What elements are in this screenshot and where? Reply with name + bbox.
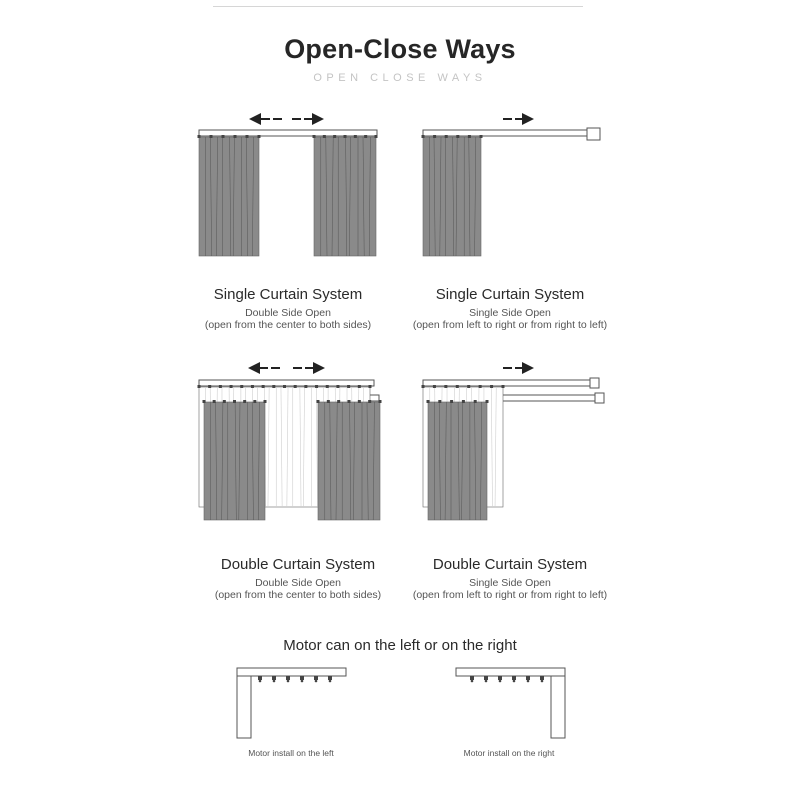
curtain-panel-right [317, 400, 382, 520]
track-rail [456, 668, 565, 676]
caption-heading: Double Curtain System [432, 556, 588, 573]
motor-right-label: Motor install on the right [463, 748, 555, 758]
motor-body [551, 676, 565, 738]
caption-mode: Double Side Open [255, 577, 341, 589]
track-end-bracket [590, 378, 599, 388]
track-end-bracket [587, 128, 600, 140]
caption-detail: (open from left to right or from right to left) [412, 319, 608, 331]
curtain-panel-left [203, 400, 267, 520]
caption-mode: Single Side Open [469, 307, 551, 319]
track-rail [237, 668, 346, 676]
page-title: Open-Close Ways [284, 34, 516, 64]
motor-section-title: Motor can on the left or on the right [283, 637, 517, 654]
caption-detail: (open from the center to both sides) [204, 319, 372, 331]
curtain-track [423, 130, 596, 136]
caption-detail: (open from the center to both sides) [214, 589, 382, 601]
diagram-double-double-open [198, 368, 382, 520]
caption-heading: Single Curtain System [213, 286, 363, 303]
motor-body [237, 676, 251, 738]
curtain-panel [422, 135, 483, 256]
caption-heading: Double Curtain System [220, 556, 376, 573]
diagram-single-single-open [422, 119, 601, 256]
curtain-panel-right [313, 135, 378, 256]
track-gliders [470, 676, 544, 682]
curtain-panel-left [198, 135, 261, 256]
track-gliders [258, 676, 332, 682]
caption-panel-4 [360, 556, 660, 601]
motor-right-diagram [456, 668, 565, 738]
page-subtitle: OPEN CLOSE WAYS [313, 72, 487, 84]
curtain-track [199, 130, 377, 136]
caption-heading: Single Curtain System [435, 286, 585, 303]
caption-panel-2 [360, 286, 660, 331]
curtain-track-back [423, 380, 595, 386]
caption-mode: Single Side Open [469, 577, 551, 589]
motor-left-label: Motor install on the left [248, 748, 334, 758]
diagram-single-double-open [198, 119, 378, 256]
track-end-bracket [595, 393, 604, 403]
motor-left-diagram [237, 668, 346, 738]
caption-mode: Double Side Open [245, 307, 331, 319]
diagram-double-single-open [422, 368, 605, 520]
caption-detail: (open from left to right or from right to left) [412, 589, 608, 601]
curtain-panel [427, 400, 489, 520]
